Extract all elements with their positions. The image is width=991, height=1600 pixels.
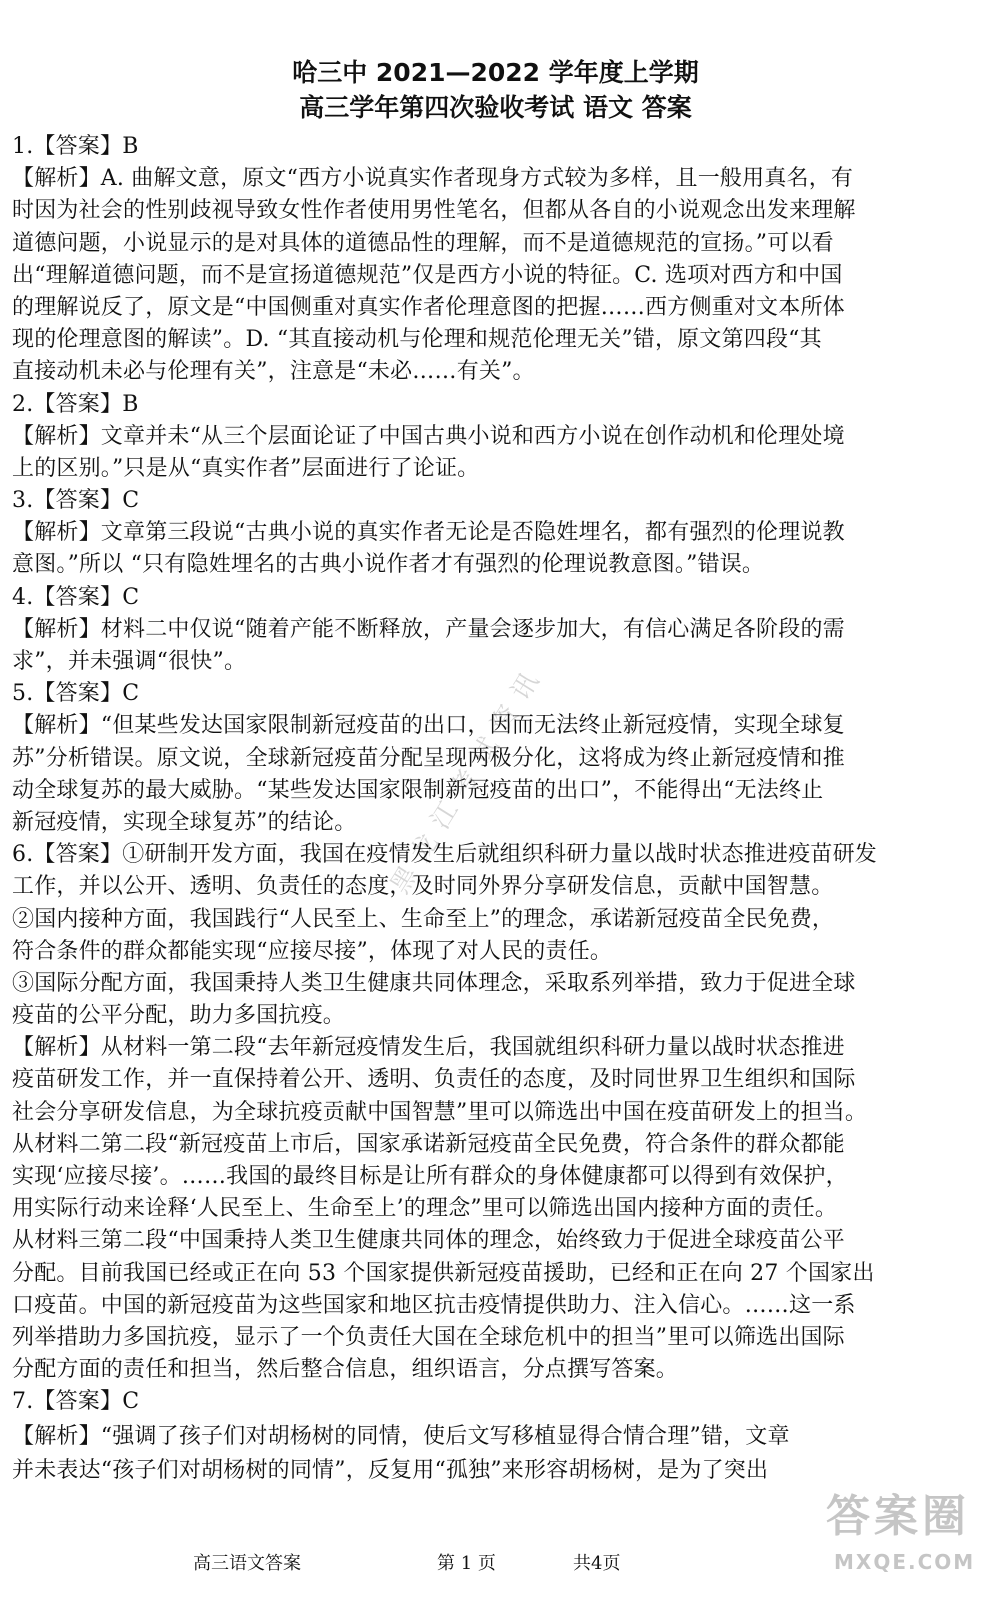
- text-line: 疫苗研发工作，并一直保持着公开、透明、负责任的态度，及时同世界卫生组织和国际: [12, 1067, 856, 1093]
- text-line: 道德问题，小说显示的是对具体的道德品性的理解，而不是道德规范的宣扬。”可以看: [12, 230, 834, 256]
- text-line: 求”，并未强调“很快”。: [12, 649, 247, 674]
- logo-domain: MXQE.COM: [834, 1550, 976, 1574]
- text-line: 苏”分析错误。原文说，全球新冠疫苗分配呈现两极分化，这将成为终止新冠疫情和推: [12, 745, 845, 771]
- text-line: 5.【答案】C: [12, 681, 140, 707]
- text-line: 分配方面的责任和担当，然后整合信息，组织语言，分点撰写答案。: [12, 1357, 679, 1383]
- text-line: 【解析】A. 曲解文意，原文“西方小说真实作者现身方式较为多样，且一般用真名，有: [12, 166, 854, 192]
- text-line: 并未表达“孩子们对胡杨树的同情”，反复用“孤独”来形容胡杨树，是为了突出: [12, 1457, 769, 1483]
- text-line: 【解析】文章第三段说“古典小说的真实作者无论是否隐姓埋名，都有强烈的伦理说教: [12, 520, 845, 546]
- text-line: 时因为社会的性别歧视导致女性作者使用男性笔名，但都从各自的小说观念出发来理解: [12, 198, 856, 224]
- document-subtitle: 高三学年第四次验收考试 语文 答案: [299, 93, 692, 122]
- footer-doc-name: 高三语文答案: [193, 1553, 301, 1574]
- text-line: 上的区别。”只是从“真实作者”层面进行了论证。: [12, 455, 480, 481]
- text-line: 的理解说反了，原文是“中国侧重对真实作者伦理意图的把握……西方侧重对文本所体: [12, 294, 845, 320]
- text-line: 4.【答案】C: [12, 584, 140, 610]
- text-line: 新冠疫情，实现全球复苏”的结论。: [12, 809, 357, 835]
- text-line: 分配。目前我国已经或正在向 53 个国家提供新冠疫苗援助，已经和正在向 27 个国家出: [12, 1260, 875, 1286]
- text-line: 现的伦理意图的解读”。D. “其直接动机与伦理和规范伦理无关”错，原文第四段“其: [12, 327, 822, 353]
- text-line: 工作，并以公开、透明、负责任的态度，及时同外界分享研发信息，贡献中国智慧。: [12, 874, 834, 900]
- text-line: ③国际分配方面，我国秉持人类卫生健康共同体理念，采取系列举措，致力于促进全球: [12, 970, 856, 996]
- text-line: 【解析】“但某些发达国家限制新冠疫苗的出口，因而无法终止新冠疫情，实现全球复: [12, 713, 845, 739]
- text-line: 疫苗的公平分配，助力多国抗疫。: [12, 1003, 346, 1029]
- text-line: 【解析】“强调了孩子们对胡杨树的同情，使后文写移植显得合情合理”错，文章: [12, 1423, 790, 1449]
- logo-text: 答案圈: [826, 1491, 970, 1542]
- text-line: 社会分享研发信息，为全球抗疫贡献中国智慧”里可以筛选出中国在疫苗研发上的担当。: [12, 1099, 868, 1125]
- text-line: 符合条件的群众都能实现“应接尽接”，体现了对人民的责任。: [12, 938, 613, 964]
- document-title: 哈三中 2021—2022 学年度上学期: [292, 58, 699, 87]
- text-line: 实现‘应接尽接’。……我国的最终目标是让所有群众的身体健康都可以得到有效保护，: [12, 1164, 848, 1189]
- text-line: 意图。”所以 “只有隐姓埋名的古典小说作者才有强烈的伦理说教意图。”错误。: [12, 552, 765, 578]
- text-line: 7.【答案】C: [12, 1389, 140, 1415]
- text-line: 从材料二第二段“新冠疫苗上市后，国家承诺新冠疫苗全民免费，符合条件的群众都能: [12, 1131, 845, 1157]
- answer-content: [12, 131, 960, 1487]
- text-line: 用实际行动来诠释‘人民至上、生命至上’的理念”里可以筛选出国内接种方面的责任。: [12, 1196, 838, 1222]
- text-line: 3.【答案】C: [12, 488, 140, 514]
- text-line: 动全球复苏的最大威胁。“某些发达国家限制新冠疫苗的出口”，不能得出“无法终止: [12, 777, 824, 803]
- text-line: 【解析】文章并未“从三个层面论证了中国古典小说和西方小说在创作动机和伦理处境: [12, 423, 845, 449]
- text-line: ②国内接种方面，我国践行“人民至上、生命至上”的理念，承诺新冠疫苗全民免费，: [12, 906, 835, 932]
- text-line: 【解析】从材料一第二段“去年新冠疫情发生后，我国就组织科研力量以战时状态推进: [12, 1035, 845, 1061]
- text-line: 从材料三第二段“中国秉持人类卫生健康共同体的理念，始终致力于促进全球疫苗公平: [12, 1228, 845, 1254]
- text-line: 出“理解道德问题，而不是宣扬道德规范”仅是西方小说的特征。C. 选项对西方和中国: [12, 262, 843, 288]
- text-line: 口疫苗。中国的新冠疫苗为这些国家和地区抗击疫情提供助力、注入信心。……这一系: [12, 1292, 856, 1318]
- text-line: 2.【答案】B: [12, 391, 139, 417]
- text-line: 直接动机未必与伦理有关”，注意是“未必……有关”。: [12, 359, 535, 385]
- text-line: 1.【答案】B: [12, 134, 139, 159]
- site-logo: [818, 1478, 978, 1588]
- watermark-text: 黑龙江考试资讯: [385, 657, 552, 900]
- text-line: 列举措助力多国抗疫，显示了一个负责任大国在全球危机中的担当”里可以筛选出国际: [12, 1324, 845, 1350]
- footer-page-number: 第 1 页: [437, 1553, 496, 1574]
- footer-total-pages: 共4页: [573, 1553, 621, 1574]
- text-line: 6.【答案】①研制开发方面，我国在疫情发生后就组织科研力量以战时状态推进疫苗研发: [12, 842, 877, 868]
- text-line: 【解析】材料二中仅说“随着产能不断释放，产量会逐步加大，有信心满足各阶段的需: [12, 616, 845, 642]
